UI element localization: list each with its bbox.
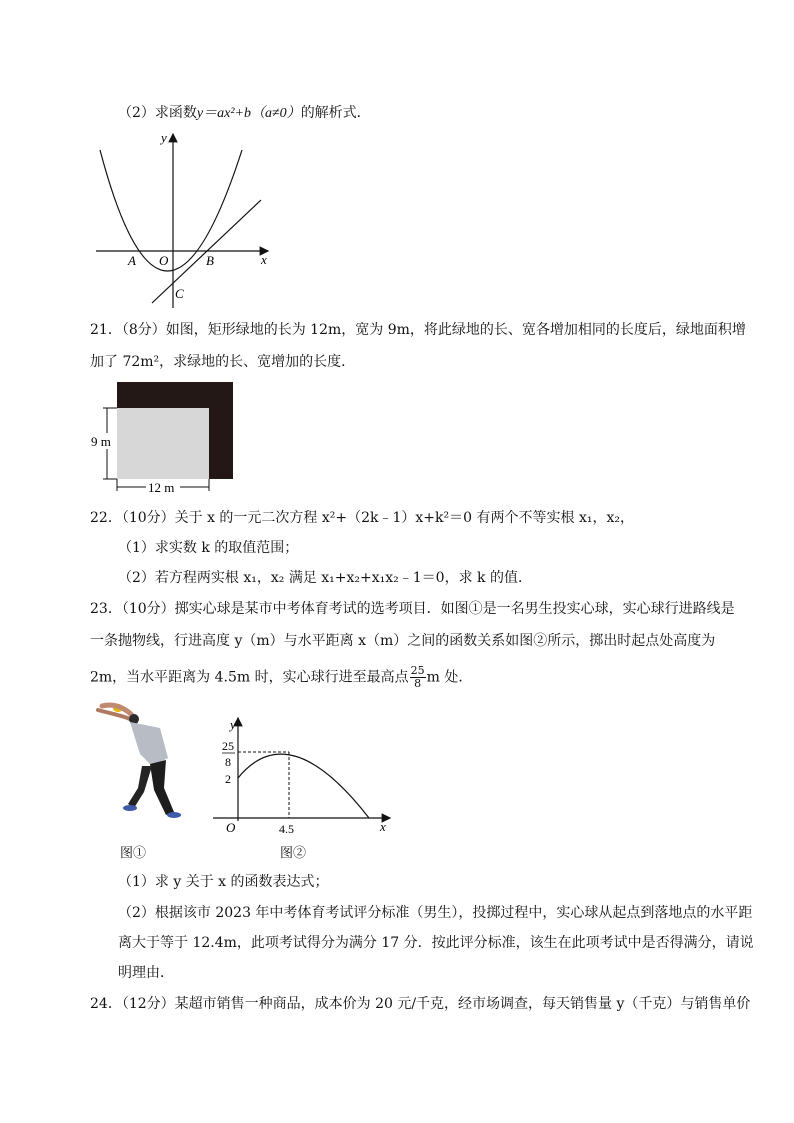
q20-part2-prefix: （2）求函数: [118, 105, 197, 121]
q21-rectangle-figure: [90, 380, 240, 495]
q21-length-label: 12 m: [148, 480, 175, 495]
q23-fig2-caption: 图②: [280, 846, 307, 861]
q21-line1: 21．（8分）如图，矩形绿地的长为 12m，宽为 9m，将此绿地的长、宽各增加相同的长度后，绿地面积增: [90, 322, 746, 338]
q23-label-y: y: [230, 717, 236, 732]
q23-label-y-frac-den: 8: [225, 755, 231, 769]
q20-parabola: [100, 150, 242, 271]
q20-label-b: B: [206, 253, 214, 268]
q22-part1: （1）求实数 k 的取值范围；: [118, 540, 299, 556]
q23-frac-num: 25: [410, 664, 425, 677]
q20-label-x: x: [261, 252, 267, 267]
q20-part2-suffix: 的解析式．: [300, 105, 371, 121]
q23-leg-front: [128, 766, 152, 808]
q23-trajectory-graph: [210, 715, 395, 840]
q24-line1: 24．（12分）某超市销售一种商品，成本价为 20 元/千克，经市场调查，每天销售量 y（千克）与销售单价: [90, 996, 751, 1012]
q23-parabola: [238, 754, 369, 818]
q23-shoe-front: [123, 805, 137, 811]
q23-line3-suffix: m 处．: [426, 669, 473, 686]
q21-original-rect: [117, 408, 209, 479]
q23-part1: （1）求 y 关于 x 的函数表达式；: [118, 874, 329, 890]
q23-fraction: [410, 665, 426, 690]
q20-parabola-graph: [90, 128, 280, 313]
q23-label-y-frac-num: 25: [222, 739, 234, 753]
q23-part2-line3: 明理由．: [118, 965, 174, 981]
q23-line1: 23．（10分）掷实心球是某市中考体育考试的选考项目．如图①是一名男生投实心球，实心球行进路线是: [90, 601, 735, 617]
q23-part2-line2: 离大于等于 12.4m，此项考试得分为满分 17 分．按此评分标准，该生在此项考试中是否得满分，请说: [118, 935, 754, 951]
q20-label-a: A: [128, 253, 136, 268]
q23-label-x: x: [380, 819, 386, 834]
q23-fig1-caption: 图①: [120, 846, 147, 861]
q23-label-x-tick: 4.5: [279, 822, 294, 836]
q23-label-o: O: [226, 820, 236, 835]
q20-label-y: y: [161, 130, 167, 145]
q20-label-o: O: [159, 253, 169, 268]
q23-shirt: [130, 722, 168, 766]
q23-leg-back: [150, 760, 174, 815]
q23-frac-den: 8: [414, 677, 422, 690]
q22-part2: （2）若方程两实根 x₁，x₂ 满足 x₁+x₂+x₁x₂﹣1＝0，求 k 的值．: [118, 570, 532, 586]
q23-thrower-illustration: [90, 700, 190, 825]
q20-part2: [118, 103, 371, 124]
q21-line2: 加了 72m²，求绿地的长、宽增加的长度．: [90, 354, 356, 370]
q23-line3: [90, 665, 472, 690]
q20-label-c: C: [175, 286, 184, 301]
q23-shoe-back: [167, 812, 181, 818]
q21-width-label: 9 m: [91, 434, 111, 449]
q23-label-y-tick: 2: [225, 772, 231, 786]
q23-line3-prefix: 2m，当水平距离为 4.5m 时，实心球行进至最高点: [90, 669, 409, 686]
q20-part2-func: y＝ax²+b（a≠0）: [196, 106, 301, 121]
q23-line2: 一条抛物线，行进高度 y（m）与水平距离 x（m）之间的函数关系如图②所示，掷出时起点处高度为: [90, 633, 716, 649]
q22-line1: 22．（10分）关于 x 的一元二次方程 x²+（2k﹣1）x+k²＝0 有两个不等实根 x₁，x₂，: [90, 510, 634, 526]
q23-part2-line1: （2）根据该市 2023 年中考体育考试评分标准（男生），投掷过程中，实心球从起点到落地点的水平距: [118, 905, 753, 921]
